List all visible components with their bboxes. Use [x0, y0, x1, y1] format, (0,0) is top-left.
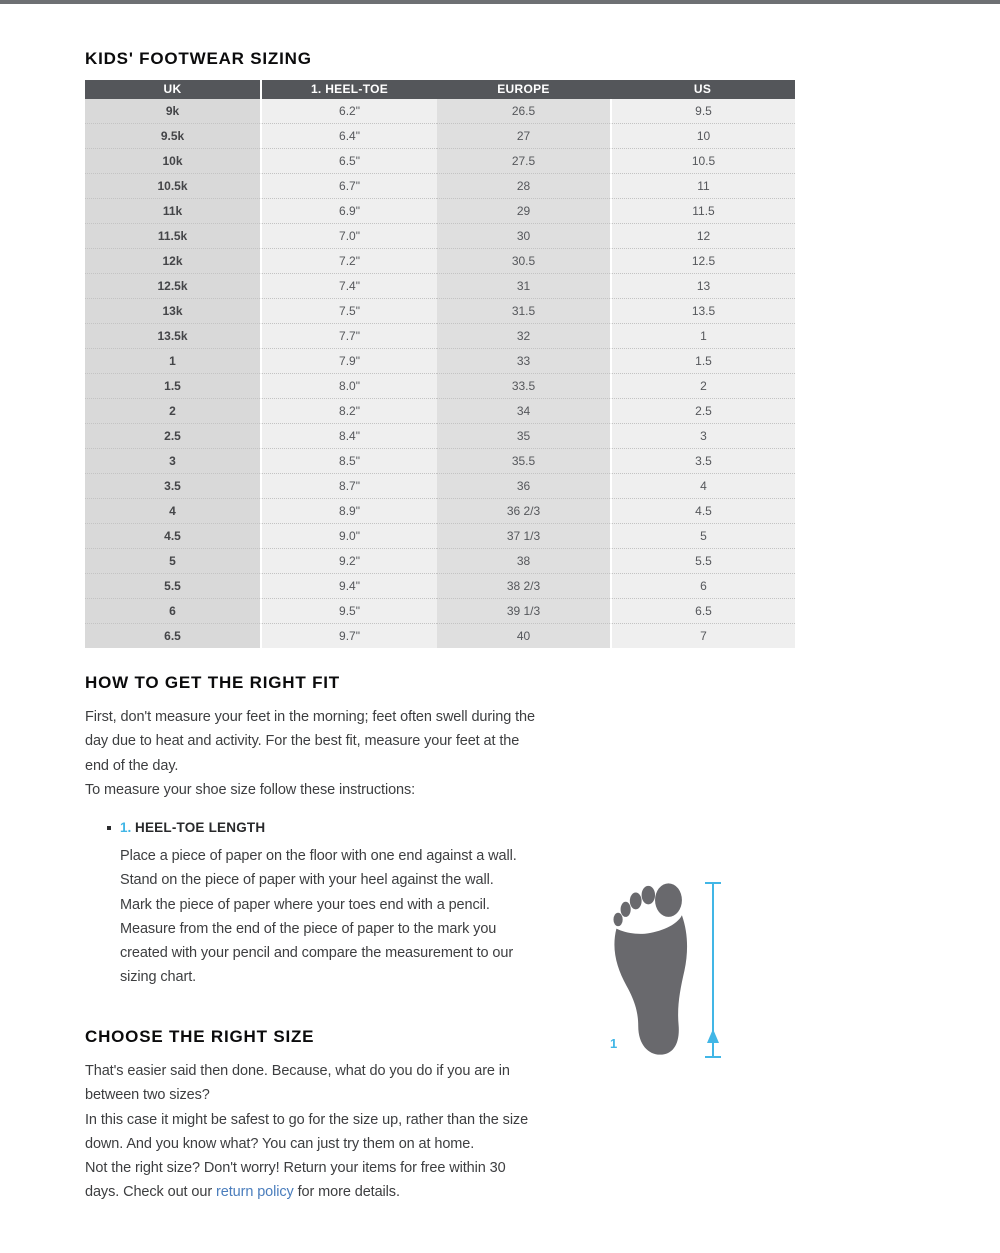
table-cell: 13 — [610, 274, 795, 299]
table-cell: 12.5k — [85, 274, 260, 299]
table-row — [85, 274, 795, 299]
return-text-post: for more details. — [293, 1184, 400, 1201]
table-cell: 2.5 — [85, 424, 260, 449]
table-cell: 36 2/3 — [437, 499, 610, 524]
table-cell: 1 — [85, 349, 260, 374]
table-row — [85, 224, 795, 249]
table-cell: 7.5" — [260, 299, 437, 324]
table-cell: 8.9" — [260, 499, 437, 524]
choose-size-section — [85, 1027, 543, 1205]
table-cell: 7.4" — [260, 274, 437, 299]
heel-toe-instructions: Place a piece of paper on the floor with one end against a wall. Stand on the piece of paper with your heel against the wall. Mark the piece of paper where your toes end with a pencil. Measure from the end of the piece of paper to the mark you created with your pencil and compare the measurement to our sizing chart. — [120, 848, 517, 986]
page-title: KIDS' FOOTWEAR SIZING — [85, 49, 312, 68]
foot-silhouette-icon — [608, 878, 692, 1060]
table-row — [85, 474, 795, 499]
table-cell: 31.5 — [437, 299, 610, 324]
table-cell: 12 — [610, 224, 795, 249]
table-cell: 2 — [610, 374, 795, 399]
table-row — [85, 574, 795, 599]
table-cell: 9.2" — [260, 549, 437, 574]
table-cell: 1.5 — [610, 349, 795, 374]
measurement-arrow-icon — [702, 881, 724, 1059]
table-row — [85, 299, 795, 324]
table-cell: 30.5 — [437, 249, 610, 274]
table-cell: 2 — [85, 399, 260, 424]
table-cell: 6.5" — [260, 149, 437, 174]
table-cell: 11 — [610, 174, 795, 199]
table-cell: 38 — [437, 549, 610, 574]
table-cell: 35.5 — [437, 449, 610, 474]
table-header-row — [85, 80, 795, 99]
table-cell: 29 — [437, 199, 610, 224]
column-header-heel-toe: 1. HEEL-TOE — [260, 80, 437, 99]
table-cell: 6.7" — [260, 174, 437, 199]
return-policy-link[interactable]: return policy — [216, 1184, 294, 1201]
bullet-label: HEEL-TOE LENGTH — [135, 820, 266, 835]
table-cell: 2.5 — [610, 399, 795, 424]
table-cell: 6.2" — [260, 99, 437, 124]
table-cell: 27.5 — [437, 149, 610, 174]
table-cell: 7 — [610, 624, 795, 648]
table-cell: 9.5k — [85, 124, 260, 149]
table-cell: 8.7" — [260, 474, 437, 499]
table-cell: 3 — [610, 424, 795, 449]
table-cell: 3.5 — [610, 449, 795, 474]
table-cell: 7.2" — [260, 249, 437, 274]
table-cell: 10.5 — [610, 149, 795, 174]
table-cell: 5.5 — [610, 549, 795, 574]
table-cell: 39 1/3 — [437, 599, 610, 624]
foot-measurement-diagram — [598, 876, 726, 1068]
table-cell: 1.5 — [85, 374, 260, 399]
table-cell: 6.5 — [85, 624, 260, 648]
table-cell: 7.0" — [260, 224, 437, 249]
heel-toe-instruction-block — [107, 819, 527, 990]
table-cell: 32 — [437, 324, 610, 349]
choose-section-title: CHOOSE THE RIGHT SIZE — [85, 1027, 315, 1046]
table-row — [85, 424, 795, 449]
table-row — [85, 149, 795, 174]
diagram-step-label: 1 — [610, 1036, 618, 1051]
table-cell: 8.0" — [260, 374, 437, 399]
table-cell: 38 2/3 — [437, 574, 610, 599]
top-divider-bar — [0, 0, 1000, 4]
table-cell: 11.5k — [85, 224, 260, 249]
table-cell: 26.5 — [437, 99, 610, 124]
table-cell: 7.9" — [260, 349, 437, 374]
table-cell: 9.5" — [260, 599, 437, 624]
bullet-square-icon — [107, 826, 111, 830]
fit-paragraph-2: To measure your shoe size follow these instructions: — [85, 781, 416, 798]
column-header-uk: UK — [85, 80, 260, 99]
table-row — [85, 399, 795, 424]
table-cell: 9.7" — [260, 624, 437, 648]
table-cell: 6 — [610, 574, 795, 599]
table-cell: 37 1/3 — [437, 524, 610, 549]
table-cell: 9.0" — [260, 524, 437, 549]
table-row — [85, 124, 795, 149]
table-row — [85, 499, 795, 524]
table-cell: 36 — [437, 474, 610, 499]
table-cell: 6.4" — [260, 124, 437, 149]
table-cell: 4 — [85, 499, 260, 524]
table-cell: 8.4" — [260, 424, 437, 449]
table-cell: 9.5 — [610, 99, 795, 124]
bullet-number: 1. — [120, 820, 132, 835]
table-cell: 13.5k — [85, 324, 260, 349]
fit-paragraph-1: First, don't measure your feet in the morning; feet often swell during the day due to heat and activity. For the best fit, measure your feet at the end of the day. — [85, 709, 535, 774]
table-row — [85, 324, 795, 349]
table-cell: 6 — [85, 599, 260, 624]
table-row — [85, 524, 795, 549]
table-cell: 5 — [85, 549, 260, 574]
table-cell: 33.5 — [437, 374, 610, 399]
table-cell: 28 — [437, 174, 610, 199]
table-row — [85, 549, 795, 574]
table-cell: 12.5 — [610, 249, 795, 274]
table-cell: 7.7" — [260, 324, 437, 349]
table-cell: 35 — [437, 424, 610, 449]
table-cell: 9k — [85, 99, 260, 124]
table-cell: 4.5 — [610, 499, 795, 524]
table-cell: 13.5 — [610, 299, 795, 324]
table-cell: 11.5 — [610, 199, 795, 224]
table-cell: 6.9" — [260, 199, 437, 224]
size-table-body — [85, 99, 795, 648]
table-cell: 8.5" — [260, 449, 437, 474]
table-cell: 11k — [85, 199, 260, 224]
table-row — [85, 449, 795, 474]
table-row — [85, 599, 795, 624]
table-cell: 33 — [437, 349, 610, 374]
table-cell: 27 — [437, 124, 610, 149]
table-cell: 3.5 — [85, 474, 260, 499]
kids-footwear-size-table — [85, 80, 795, 648]
table-cell: 10.5k — [85, 174, 260, 199]
how-to-fit-section — [85, 673, 537, 802]
table-row — [85, 624, 795, 648]
table-cell: 12k — [85, 249, 260, 274]
fit-section-title: HOW TO GET THE RIGHT FIT — [85, 673, 340, 692]
table-row — [85, 349, 795, 374]
choose-paragraph-3 — [85, 1156, 543, 1205]
table-cell: 13k — [85, 299, 260, 324]
table-cell: 34 — [437, 399, 610, 424]
table-row — [85, 174, 795, 199]
table-cell: 40 — [437, 624, 610, 648]
table-cell: 3 — [85, 449, 260, 474]
choose-paragraph-2: In this case it might be safest to go for the size up, rather than the size down. And you know what? You can just try them on at home. — [85, 1111, 529, 1152]
column-header-europe: EUROPE — [437, 80, 610, 99]
table-cell: 8.2" — [260, 399, 437, 424]
table-cell: 1 — [610, 324, 795, 349]
column-header-us: US — [610, 80, 795, 99]
table-row — [85, 249, 795, 274]
table-cell: 31 — [437, 274, 610, 299]
table-cell: 4.5 — [85, 524, 260, 549]
table-cell: 5 — [610, 524, 795, 549]
heel-toe-bullet-heading — [107, 819, 527, 837]
choose-paragraph-1: That's easier said then done. Because, what do you do if you are in between two sizes? — [85, 1063, 510, 1104]
table-row — [85, 199, 795, 224]
table-cell: 6.5 — [610, 599, 795, 624]
table-cell: 30 — [437, 224, 610, 249]
table-row — [85, 99, 795, 124]
table-cell: 10k — [85, 149, 260, 174]
table-cell: 10 — [610, 124, 795, 149]
table-cell: 4 — [610, 474, 795, 499]
table-cell: 9.4" — [260, 574, 437, 599]
table-row — [85, 374, 795, 399]
table-cell: 5.5 — [85, 574, 260, 599]
return-text-pre: Not the right size? Don't worry! Return your items for free within 30 days. Check out our — [85, 1160, 506, 1201]
